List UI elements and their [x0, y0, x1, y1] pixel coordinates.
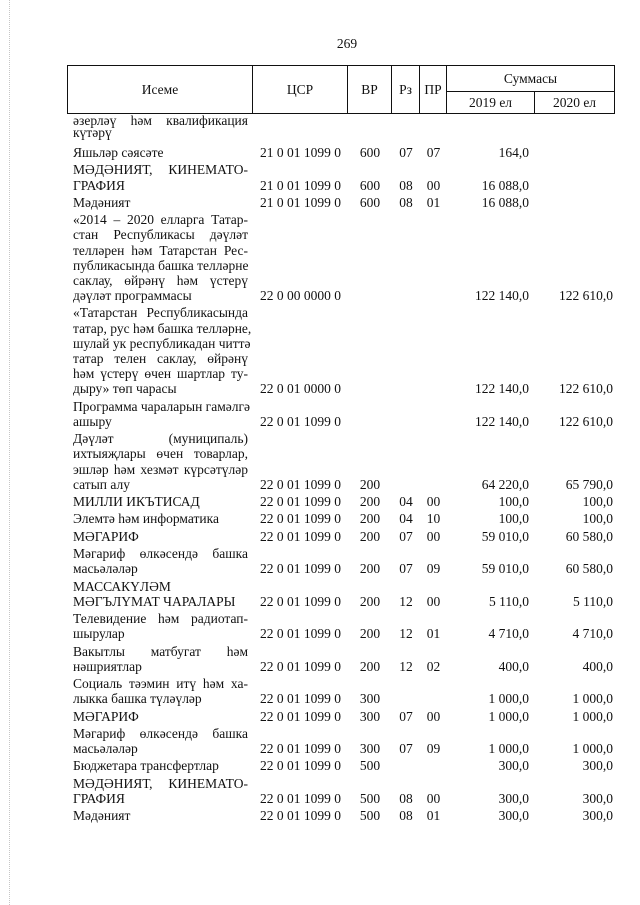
row-name	[68, 399, 253, 429]
row-name-line: саклау, өйрәнү һәм үстерү	[73, 272, 248, 288]
row-name	[68, 115, 253, 139]
amount-2019: 1 000,0	[488, 691, 529, 707]
table-row	[68, 114, 614, 145]
table-row	[68, 726, 614, 759]
table-header	[67, 65, 615, 114]
csr-code: 22 0 01 1099 0	[260, 494, 341, 510]
row-name-line: МӘГАРИФ	[73, 708, 139, 724]
row-name-line: Мәдәният	[73, 194, 131, 210]
vr-code: 300	[359, 691, 381, 707]
amount-2019: 64 220,0	[481, 476, 529, 492]
pr-code: 02	[426, 658, 441, 674]
row-name-line: шырулар	[73, 626, 125, 642]
vr-code: 200	[359, 528, 381, 544]
row-name-line: стан Республикасы дәүләт	[73, 227, 248, 243]
vr-code: 200	[359, 593, 381, 609]
row-name-line: Вакытлы матбугат һәм	[73, 643, 248, 659]
amount-2020: 60 580,0	[565, 561, 613, 577]
amount-2020: 122 610,0	[559, 381, 613, 397]
rz-code: 04	[399, 494, 413, 510]
row-name-line: МИЛЛИ ИКЪТИСАД	[73, 494, 200, 510]
rz-code: 12	[399, 658, 413, 674]
row-name-line: ГРАФИЯ	[73, 177, 125, 193]
csr-code: 22 0 01 1099 0	[260, 626, 341, 642]
amount-2019: 300,0	[498, 808, 529, 824]
row-name-line: МӘГАРИФ	[73, 528, 139, 544]
vr-code: 500	[359, 808, 381, 824]
row-name	[68, 611, 253, 641]
amount-2020: 300,0	[582, 808, 613, 824]
rz-code: 08	[399, 790, 413, 806]
amount-2020: 1 000,0	[572, 708, 613, 724]
amount-2019: 4 710,0	[488, 626, 529, 642]
rz-code: 12	[399, 626, 413, 642]
row-name-line: Элемтә һәм информатика	[73, 511, 219, 527]
pr-code: 00	[426, 593, 441, 609]
pr-code: 09	[426, 741, 441, 757]
row-name-line: Программа чараларын гамәлгә	[73, 398, 251, 414]
row-name-line: Яшьләр сәясәте	[73, 145, 164, 160]
table-row	[68, 644, 614, 677]
row-name	[68, 546, 253, 576]
table-row	[68, 546, 614, 579]
table-row	[68, 212, 614, 305]
table-row	[68, 145, 614, 162]
rz-code: 07	[399, 145, 413, 160]
csr-code: 22 0 01 1099 0	[260, 476, 341, 492]
row-name-line: телләрен һәм Татарстан Рес-	[73, 242, 248, 258]
pr-code: 10	[426, 511, 441, 527]
pr-code: 07	[426, 145, 441, 160]
pr-code: 01	[426, 626, 441, 642]
amount-2020: 122 610,0	[559, 288, 613, 304]
amount-2019: 59 010,0	[481, 561, 529, 577]
amount-2020: 4 710,0	[572, 626, 613, 642]
amount-2019: 59 010,0	[481, 528, 529, 544]
amount-2020: 122 610,0	[559, 413, 613, 429]
table-body	[68, 114, 614, 825]
row-name	[68, 726, 253, 756]
vr-code: 200	[359, 658, 381, 674]
table-row	[68, 195, 614, 212]
row-name	[68, 162, 253, 192]
amount-2019: 122 140,0	[475, 288, 529, 304]
vr-code: 200	[359, 511, 381, 527]
row-name-line: дәүләт программасы	[73, 288, 192, 304]
vr-code: 200	[359, 494, 381, 510]
row-name-line: дыру» төп чарасы	[73, 381, 177, 397]
vr-code: 500	[359, 758, 381, 774]
header-pr: ПР	[420, 66, 447, 113]
amount-2019: 100,0	[498, 494, 529, 510]
row-name-line: Бюджетара трансфертлар	[73, 758, 219, 774]
row-name-line: татар, рус һәм башка телләрне,	[73, 320, 252, 336]
csr-code: 22 0 00 0000 0	[260, 288, 341, 304]
amount-2019: 16 088,0	[481, 177, 529, 193]
table-row	[68, 529, 614, 546]
row-name-line: ГРАФИЯ	[73, 790, 125, 806]
rz-code: 08	[399, 177, 413, 193]
row-name-line: МӘГЪЛҮМАТ ЧАРАЛАРЫ	[73, 593, 236, 609]
row-name	[68, 511, 253, 526]
row-name	[68, 709, 253, 724]
vr-code: 600	[359, 194, 381, 210]
rz-code: 08	[399, 808, 413, 824]
row-name-line: әзерләү һәм квалификация	[73, 113, 248, 128]
vr-code: 600	[359, 177, 381, 193]
amount-2019: 300,0	[498, 790, 529, 806]
csr-code: 22 0 01 1099 0	[260, 741, 341, 757]
amount-2020: 65 790,0	[565, 476, 613, 492]
rz-code: 08	[399, 194, 413, 210]
page-number: 269	[336, 36, 358, 51]
amount-2019: 5 110,0	[489, 593, 529, 609]
row-name-line: Мәгариф өлкәсендә башка	[73, 546, 248, 562]
amount-2020: 300,0	[582, 790, 613, 806]
row-name-line: лыкка башка түләүләр	[73, 691, 202, 707]
pr-code: 01	[426, 194, 441, 210]
csr-code: 22 0 01 1099 0	[260, 691, 341, 707]
csr-code: 21 0 01 1099 0	[260, 145, 341, 160]
row-name-line: «2014 – 2020 елларга Татар-	[73, 212, 248, 228]
csr-code: 22 0 01 1099 0	[260, 511, 341, 527]
table-row	[68, 511, 614, 528]
row-name-line: МӘДӘНИЯТ, КИНЕМАТО-	[73, 775, 248, 791]
pr-code: 00	[426, 494, 441, 510]
rz-code: 04	[399, 511, 413, 527]
table-row	[68, 399, 614, 432]
row-name-line: ашыру	[73, 413, 112, 429]
row-name-line: Телевидение һәм радиотап-	[73, 611, 248, 627]
csr-code: 22 0 01 1099 0	[260, 413, 341, 429]
csr-code: 22 0 01 1099 0	[260, 758, 341, 774]
rz-code: 07	[399, 708, 413, 724]
table-row	[68, 776, 614, 809]
table-row	[68, 709, 614, 726]
csr-code: 22 0 01 1099 0	[260, 658, 341, 674]
amount-2020: 300,0	[582, 758, 613, 774]
csr-code: 22 0 01 1099 0	[260, 528, 341, 544]
amount-2020: 1 000,0	[572, 741, 613, 757]
row-name-line: МӘДӘНИЯТ, КИНЕМАТО-	[73, 162, 248, 178]
table-row	[68, 808, 614, 825]
row-name-line: һәм үстерү өчен шартлар ту-	[73, 366, 248, 382]
row-name	[68, 494, 253, 509]
row-name-line: татар телен саклау, өйрәнү	[73, 351, 248, 367]
amount-2019: 1 000,0	[488, 708, 529, 724]
row-name-line: публикасында башка телләрне	[73, 257, 249, 273]
row-name	[68, 145, 253, 160]
row-name-line: Мәдәният	[73, 808, 131, 824]
row-name-line: сатып алу	[73, 476, 130, 492]
vr-code: 200	[359, 476, 381, 492]
row-name-line: Социаль тәэмин итү һәм ха-	[73, 676, 248, 692]
pr-code: 01	[426, 808, 441, 824]
row-name	[68, 776, 253, 806]
csr-code: 21 0 01 1099 0	[260, 177, 341, 193]
amount-2020: 1 000,0	[572, 691, 613, 707]
table-row	[68, 676, 614, 709]
row-name-line: ихтыяҗлары өчен товарлар,	[73, 446, 248, 462]
row-name	[68, 212, 253, 303]
amount-2020: 100,0	[582, 511, 613, 527]
row-name-line: Дәүләт (муниципаль)	[73, 431, 248, 447]
table-row	[68, 162, 614, 195]
pr-code: 00	[426, 177, 441, 193]
amount-2019: 164,0	[498, 145, 529, 160]
row-name	[68, 644, 253, 674]
rz-code: 07	[399, 561, 413, 577]
table-row	[68, 758, 614, 775]
table-row	[68, 494, 614, 511]
vr-code: 300	[359, 741, 381, 757]
vr-code: 300	[359, 708, 381, 724]
table-row	[68, 579, 614, 612]
row-name-line: МАССАКҮЛӘМ	[73, 578, 171, 594]
vr-code: 500	[359, 790, 381, 806]
vr-code: 200	[359, 626, 381, 642]
csr-code: 22 0 01 1099 0	[260, 561, 341, 577]
table-row	[68, 305, 614, 398]
csr-code: 21 0 01 1099 0	[260, 194, 341, 210]
amount-2020: 5 110,0	[573, 593, 613, 609]
amount-2019: 122 140,0	[475, 413, 529, 429]
amount-2019: 300,0	[498, 758, 529, 774]
row-name-line: масьәләләр	[73, 561, 138, 577]
vr-code: 600	[359, 145, 381, 160]
header-rz: Рз	[392, 66, 420, 113]
row-name	[68, 305, 253, 396]
rz-code: 12	[399, 593, 413, 609]
csr-code: 22 0 01 1099 0	[260, 808, 341, 824]
row-name	[68, 529, 253, 544]
pr-code: 09	[426, 561, 441, 577]
csr-code: 22 0 01 1099 0	[260, 593, 341, 609]
row-name	[68, 195, 253, 210]
pr-code: 00	[426, 528, 441, 544]
csr-code: 22 0 01 0000 0	[260, 381, 341, 397]
row-name-line: масьәләләр	[73, 741, 138, 757]
header-csr: ЦСР	[253, 66, 348, 113]
pr-code: 00	[426, 708, 441, 724]
row-name-line: күтәрү	[73, 125, 112, 140]
row-name-line: «Татарстан Республикасында	[73, 305, 248, 321]
rz-code: 07	[399, 741, 413, 757]
row-name	[68, 676, 253, 706]
amount-2019: 16 088,0	[481, 194, 529, 210]
table-row	[68, 431, 614, 494]
row-name	[68, 758, 253, 773]
row-name-line: шулай ук республикадан читтә	[73, 335, 251, 351]
header-name: Исеме	[68, 66, 253, 113]
amount-2020: 100,0	[582, 494, 613, 510]
header-vr: ВР	[348, 66, 392, 113]
amount-2020: 400,0	[582, 658, 613, 674]
row-name-line: нәшриятлар	[73, 658, 142, 674]
table-row	[68, 611, 614, 644]
row-name	[68, 431, 253, 492]
vr-code: 200	[359, 561, 381, 577]
rz-code: 07	[399, 528, 413, 544]
csr-code: 22 0 01 1099 0	[260, 790, 341, 806]
header-year-2020: 2020 ел	[552, 94, 597, 110]
row-name	[68, 579, 253, 609]
row-name-line: Мәгариф өлкәсендә башка	[73, 725, 248, 741]
amount-2020: 60 580,0	[565, 528, 613, 544]
header-amounts: Суммасы	[447, 66, 614, 92]
pr-code: 00	[426, 790, 441, 806]
row-name	[68, 808, 253, 823]
amount-2019: 1 000,0	[488, 741, 529, 757]
row-name-line: эшләр һәм хезмәт күрсәтүләр	[73, 461, 248, 477]
csr-code: 22 0 01 1099 0	[260, 708, 341, 724]
amount-2019: 122 140,0	[475, 381, 529, 397]
amount-2019: 100,0	[498, 511, 529, 527]
amount-2019: 400,0	[498, 658, 529, 674]
scan-edge-line	[9, 0, 10, 905]
header-year-2019: 2019 ел	[447, 92, 535, 113]
